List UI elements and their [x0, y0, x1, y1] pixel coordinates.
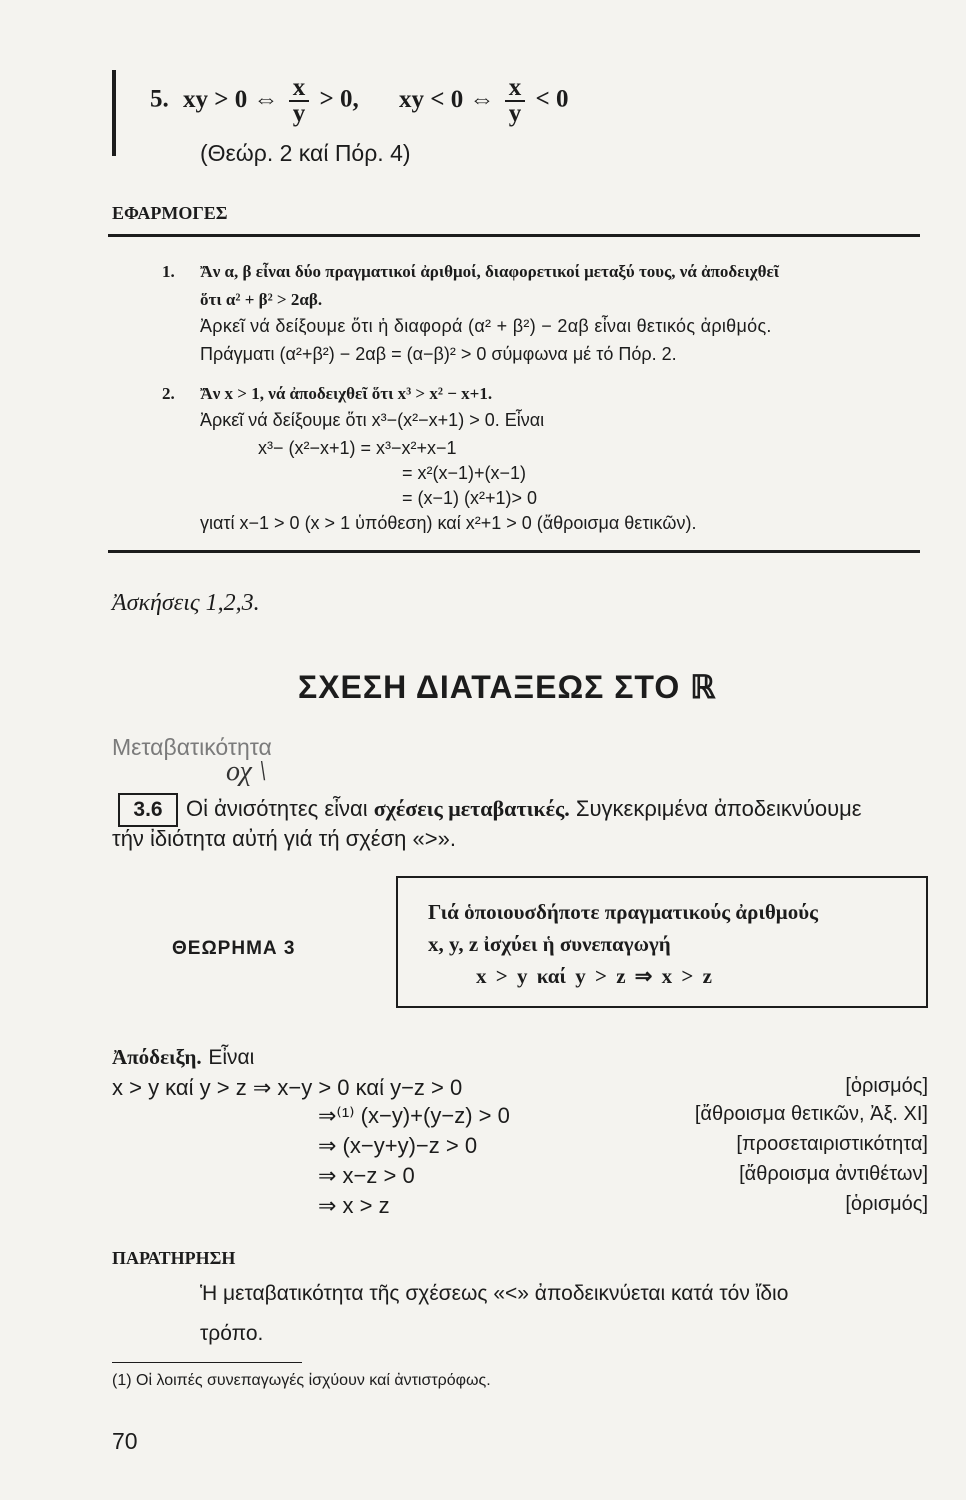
item-5-number: 5.	[150, 85, 169, 113]
exercises-reference: Ἀσκήσεις 1,2,3.	[112, 590, 260, 616]
proof-reason-3: [προσεταιριστικότητα]	[736, 1133, 928, 1155]
theorem-box	[396, 876, 928, 1008]
margin-bar	[112, 70, 116, 156]
theorem-line-2: x, y, z ἰσχύει ἡ συνεπαγωγή	[428, 932, 671, 956]
proof-step-5: ⇒ x > z	[318, 1193, 390, 1218]
proof-reason-4: [ἄθροισμα ἀντιθέτων]	[739, 1163, 928, 1185]
item-5-rhs1: > 0,	[319, 85, 359, 113]
proof-step-4: ⇒ x−z > 0	[318, 1163, 415, 1188]
example-2-line-2: γιατί x−1 > 0 (x > 1 ὑπόθεση) καί x²+1 > 0 (ἄθροισμα θετικῶν).	[200, 513, 697, 533]
example-2-eq-1: x³− (x²−x+1) = x³−x²+x−1	[258, 438, 457, 458]
proof-reason-5: [ὁρισμός]	[845, 1193, 928, 1215]
applications-heading: ΕΦΑΡΜΟΓΕΣ	[112, 203, 228, 223]
item-5-reference: (Θεώρ. 2 καί Πόρ. 4)	[200, 140, 411, 166]
item-5-lhs2: xy < 0 ⇔	[399, 85, 495, 113]
proof-step-3: ⇒ (x−y+y)−z > 0	[318, 1133, 478, 1158]
example-2-statement: Ἄν x > 1, νά ἀποδειχθεῖ ὅτι x³ > x² − x+1.	[200, 384, 493, 403]
fraction-x-over-y-1: $\frac{x}{y}$	[289, 76, 310, 126]
proof-step-1: x > y καί y > z ⇒ x−y > 0 καί y−z > 0	[112, 1075, 463, 1100]
proof-reason-1: [ὁρισμός]	[845, 1075, 928, 1097]
theorem-line-3: x > y καί y > z ⇒ x > z	[476, 964, 712, 988]
remark-line-2: τρόπο.	[200, 1322, 264, 1345]
example-2-eq-3: = (x−1) (x²+1)> 0	[402, 488, 538, 508]
footnote: (1) Οἱ λοιπές συνεπαγωγές ἰσχύουν καί ἀντιστρόφως.	[112, 1372, 491, 1389]
paragraph-number-box: 3.6	[118, 793, 178, 827]
proof-step-2: ⇒⁽¹⁾ (x−y)+(y−z) > 0	[318, 1103, 510, 1128]
item-5-rhs2: < 0	[535, 85, 569, 113]
example-2-number: 2.	[162, 384, 175, 403]
example-1-number: 1.	[162, 262, 175, 281]
item-5-lhs1: xy > 0 ⇔	[183, 85, 279, 113]
proof-intro: Εἶναι	[208, 1046, 255, 1069]
proof-reason-2: [ἄθροισμα θετικῶν, Ἀξ. XI]	[694, 1103, 928, 1125]
proof-heading	[112, 1045, 254, 1070]
example-1-line-2: Πράγματι (α²+β²) − 2αβ = (α−β)² > 0 σύμφωνα μέ τό Πόρ. 2.	[200, 344, 677, 364]
paragraph-3-6-line-1: Οἱ ἀνισότητες εἶναι σχέσεις μεταβατικές. Συγκεκριμένα ἀποδεικνύουμε	[186, 796, 862, 821]
handwritten-note: οχ \	[226, 756, 267, 787]
theorem-label: ΘΕΩΡΗΜΑ 3	[172, 938, 296, 959]
proof-label: Ἀπόδειξη.	[112, 1045, 202, 1069]
example-2-eq-2: = x²(x−1)+(x−1)	[402, 463, 527, 483]
remark-heading: ΠΑΡΑΤΗΡΗΣΗ	[112, 1248, 236, 1268]
example-1-statement: Ἄν α, β εἶναι δύο πραγματικοί ἀριθμοί, διαφορετικοί μεταξύ τους, νά ἀποδειχθεῖ	[200, 262, 780, 281]
applications-end-rule	[108, 550, 920, 553]
subsection-transitivity: Μεταβατικότητα	[112, 734, 272, 760]
example-1-statement-cont: ὅτι α² + β² > 2αβ.	[200, 290, 323, 309]
item-5	[150, 76, 569, 126]
footnote-rule	[112, 1362, 302, 1363]
remark-line-1: Ἡ μεταβατικότητα τῆς σχέσεως «<» ἀποδεικνύεται κατά τόν ἴδιο	[200, 1282, 789, 1305]
theorem-line-1: Γιά ὁποιουσδήποτε πραγματικούς ἀριθμούς	[428, 900, 818, 924]
fraction-x-over-y-2: $\frac{x}{y}$	[505, 76, 526, 126]
example-2-line-1: Ἀρκεῖ νά δείξουμε ὅτι x³−(x²−x+1) > 0. Εἶναι	[200, 410, 545, 430]
applications-rule	[108, 234, 920, 237]
page-number: 70	[112, 1428, 138, 1454]
paragraph-3-6-line-2: τήν ἰδιότητα αὐτή γιά τή σχέση «>».	[112, 826, 456, 851]
example-1-line-1: Ἀρκεῖ νά δείξουμε ὅτι ἡ διαφορά (α² + β²) − 2αβ εἶναι θετικός ἀριθμός.	[200, 316, 772, 336]
section-title: ΣΧΕΣΗ ΔΙΑΤΑΞΕΩΣ ΣΤΟ ℝ	[298, 669, 717, 705]
